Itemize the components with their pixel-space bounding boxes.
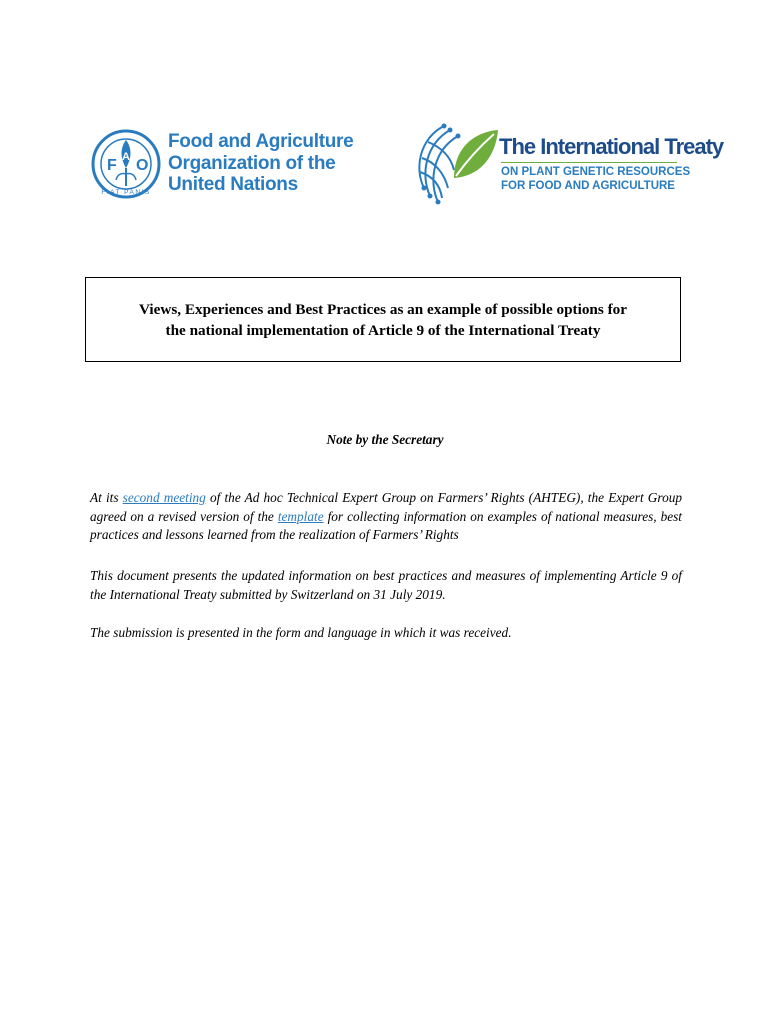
fao-logo [90,128,354,202]
document-title-line-1: Views, Experiences and Best Practices as an example of possible options for [139,300,627,318]
paragraph-1-middle: of the Ad hoc Technical Expert Group on Farmers’ Rights (AHTEG), the Expert Group agreed on a revised version of the [90,490,683,524]
fao-motto: FIAT PANIS [101,189,151,196]
paragraph-switzerland: This document presents the updated information on best practices and measures of implementing Article 9 of the International Treaty submitted by Switzerland on 31 July 2019. [90,568,682,602]
treaty-subtitle-line-2: FOR FOOD AND AGRICULTURE [501,180,675,192]
fao-letter-a: A [122,151,130,163]
document-title-box [85,277,681,362]
paragraph-ahteg [90,489,682,545]
fao-line-1: Food and Agriculture [168,131,354,152]
treaty-subtitle [501,165,690,193]
fao-line-3: United Nations [168,174,298,195]
paragraph-submission: The submission is presented in the form and language in which it was received. [90,625,512,640]
paragraph-1-end: for collecting information on examples of national measures, best practices and lessons learned from the realization of Farmers’ Rights [90,508,683,542]
fao-wordmark [168,131,353,196]
fao-line-2: Organization of the [168,152,336,174]
treaty-subtitle-line-1: ON PLANT GENETIC RESOURCES [501,166,691,178]
document-title [139,299,627,341]
fao-letter-o: O [136,157,149,174]
paragraph-1-start: At its [90,490,123,505]
fao-letter-f: F [107,157,117,174]
treaty-globe-leaf-icon [414,118,500,210]
fao-emblem-icon [90,128,162,200]
second-meeting-link[interactable]: second meeting [122,490,206,505]
treaty-rule [501,162,677,163]
treaty-title: The International Treaty [499,134,724,159]
treaty-logo [414,118,724,210]
note-title: Note by the Secretary [326,432,444,447]
template-link[interactable]: template [277,508,324,524]
document-title-line-2: the national implementation of Article 9 of the International Treaty [165,321,601,339]
